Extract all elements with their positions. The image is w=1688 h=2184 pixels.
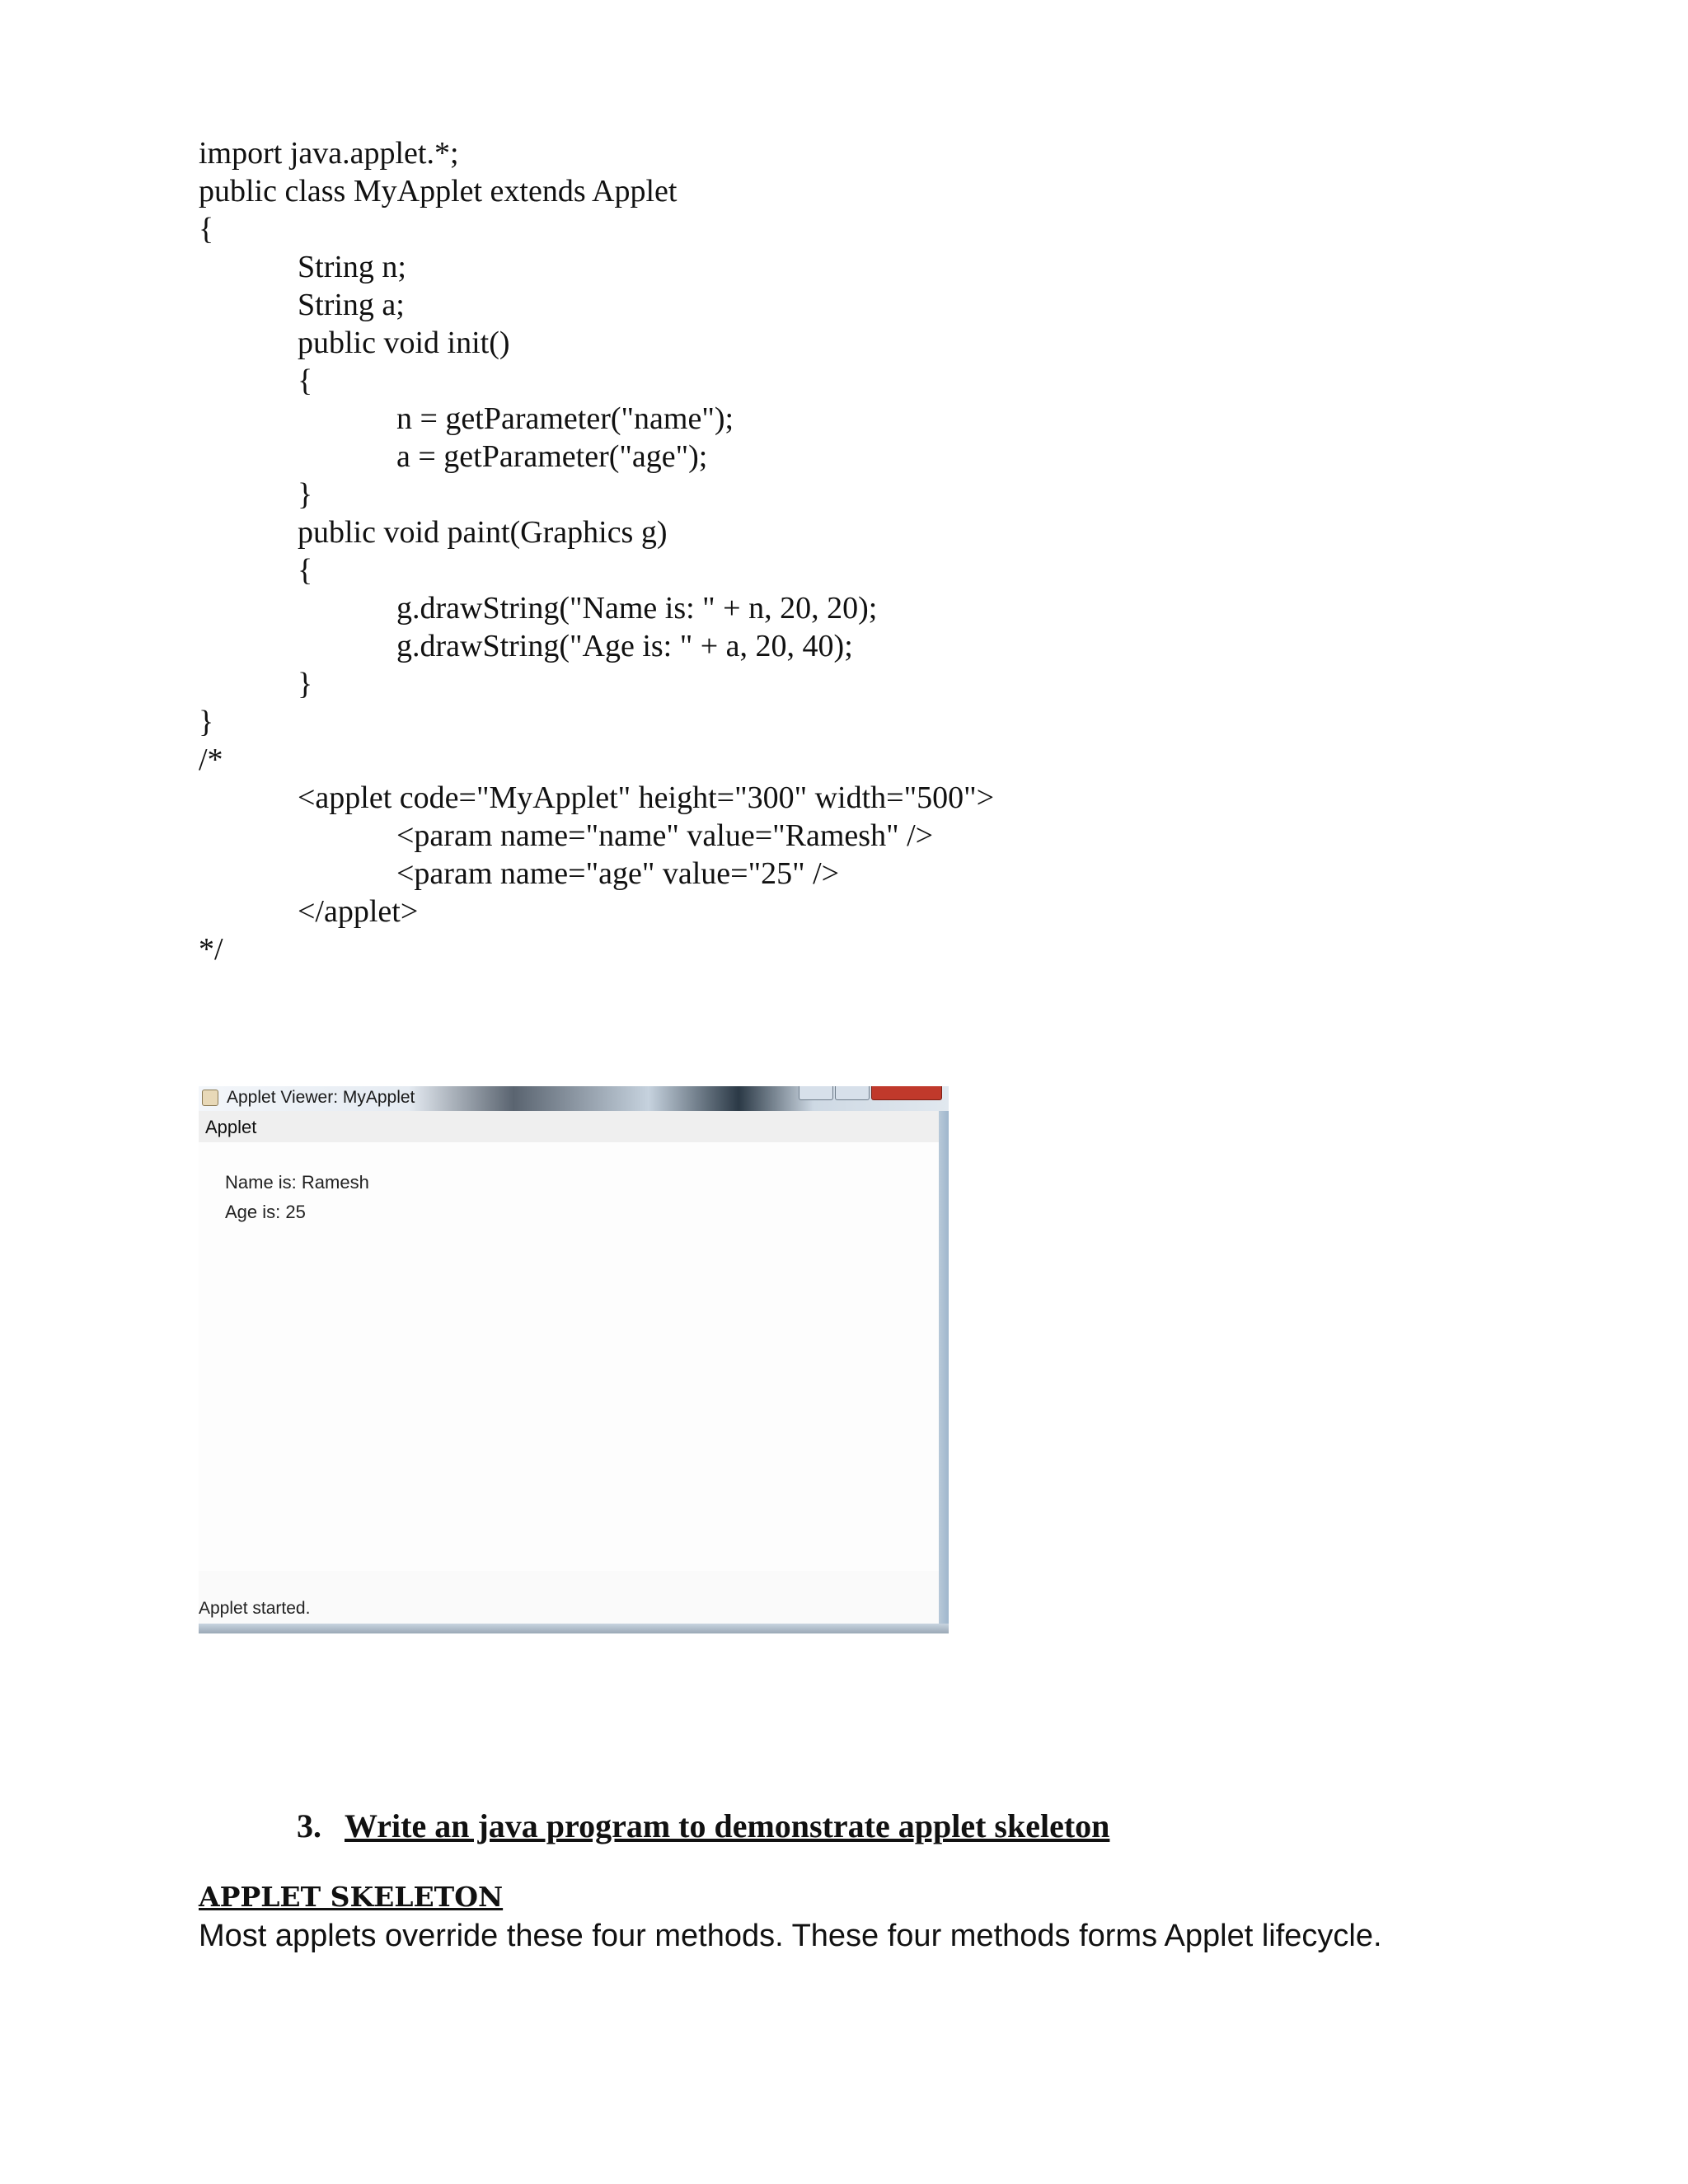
status-bar: Applet started. [199,1599,311,1618]
code-line: { [199,212,214,246]
window-border-right [939,1111,949,1633]
applet-viewer-screenshot [199,1086,949,1633]
applet-output-name: Name is: Ramesh [225,1172,369,1193]
section-title: Write an java program to demonstrate applet skeleton [345,1807,1110,1844]
code-line: a = getParameter("age"); [396,439,708,474]
window-controls [797,1086,942,1100]
window-title: Applet Viewer: MyApplet [227,1088,415,1107]
menubar [199,1111,940,1143]
code-line: { [298,553,313,588]
code-line: } [199,705,214,739]
code-line: } [298,667,313,701]
minimize-icon [799,1086,833,1100]
section-number: 3. [297,1807,321,1844]
code-line: public void init() [298,326,510,360]
code-line: <param name="name" value="Ramesh" /> [396,818,934,853]
code-line: String n; [298,250,406,284]
subheading: APPLET SKELETON [199,1881,504,1913]
code-line: import java.applet.*; [199,136,459,171]
applet-output-age: Age is: 25 [225,1202,306,1222]
code-line: public void paint(Graphics g) [298,515,668,550]
code-line: g.drawString("Name is: " + n, 20, 20); [396,591,878,626]
code-line: /* [199,743,223,777]
close-icon [871,1086,942,1100]
window-titlebar [199,1086,949,1111]
code-line: public class MyApplet extends Applet [199,174,678,209]
applet-canvas [199,1142,939,1571]
section-heading [297,1807,1109,1845]
code-line: } [298,477,313,512]
code-line: String a; [298,288,405,322]
code-listing [199,134,994,968]
code-line: g.drawString("Age is: " + a, 20, 40); [396,629,853,663]
code-line: */ [199,932,223,967]
code-line: </applet> [298,894,419,929]
code-line: <param name="age" value="25" /> [396,856,840,891]
maximize-icon [835,1086,870,1100]
java-app-icon [202,1090,218,1106]
code-line: n = getParameter("name"); [396,401,734,436]
code-line: { [298,363,313,398]
menu-applet: Applet [205,1117,257,1137]
code-line: <applet code="MyApplet" height="300" width="500"> [298,780,995,815]
paragraph: Most applets override these four methods. These four methods forms Applet lifecycle. [199,1919,1382,1953]
window-border-bottom [199,1624,949,1633]
